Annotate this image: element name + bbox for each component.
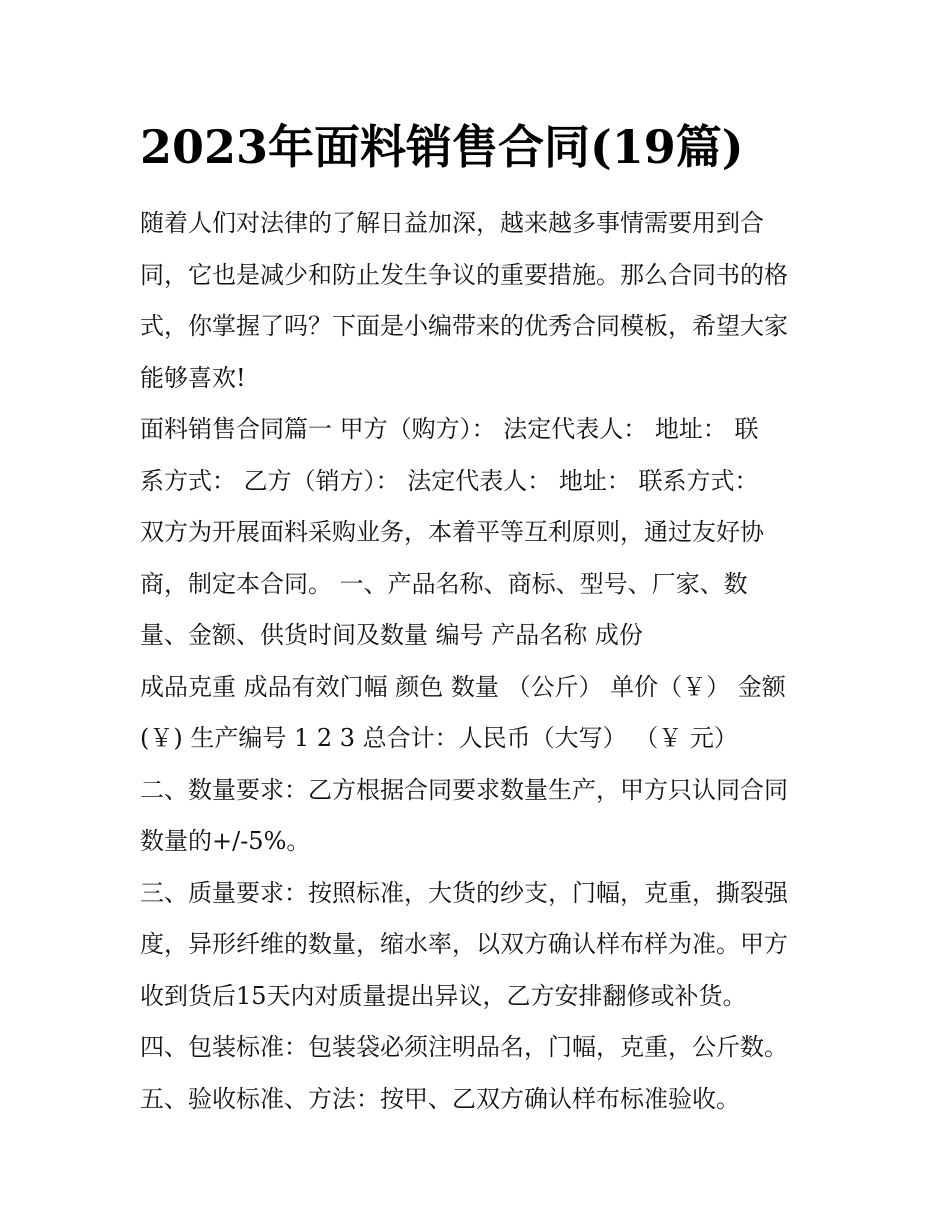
body-line-5: 面料销售合同篇一 甲方（购方）： 法定代表人： 地址： 联 [140,415,759,443]
body-line-13: 数量的+/-5%。 [140,827,311,855]
body-line-3: 式，你掌握了吗？下面是小编带来的优秀合同模板，希望大家 [140,312,788,340]
body-line-11: (￥) 生产编号 1 2 3 总合计：人民币（大写） （￥ 元） [140,724,738,752]
body-line-7: 双方为开展面料采购业务，本着平等互利原则，通过友好协 [140,518,764,546]
body-line-14: 三、质量要求：按照标准，大货的纱支，门幅，克重，撕裂强 [140,878,788,907]
body-line-8: 商，制定本合同。 一、产品名称、商标、型号、厂家、数 [140,569,748,598]
body-line-6: 系方式： 乙方（销方）： 法定代表人： 地址： 联系方式： [140,466,759,495]
document-title: 2023年面料销售合同(19篇) [140,120,744,174]
body-line-18: 五、验收标准、方法：按甲、乙双方确认样布标准验收。 [140,1084,740,1113]
body-line-15: 度，异形纤维的数量，缩水率，以双方确认样布样为准。甲方 [140,930,788,958]
body-line-12: 二、数量要求：乙方根据合同要求数量生产，甲方只认同合同 [140,775,788,804]
body-line-2: 同，它也是减少和防止发生争议的重要措施。那么合同书的格 [140,260,788,289]
body-line-1: 随着人们对法律的了解日益加深，越来越多事情需要用到合 [140,209,764,237]
document-body [140,198,815,1125]
body-line-10: 成品克重 成品有效门幅 颜色 数量 （公斤） 单价（￥） 金额 [140,672,786,701]
body-line-16: 收到货后15天内对质量提出异议，乙方安排翻修或补货。 [140,981,747,1010]
body-line-4: 能够喜欢! [140,363,246,392]
body-line-9: 量、金额、供货时间及数量 编号 产品名称 成份 [140,621,643,649]
body-line-17: 四、包装标准：包装袋必须注明品名，门幅，克重，公斤数。 [140,1033,788,1061]
